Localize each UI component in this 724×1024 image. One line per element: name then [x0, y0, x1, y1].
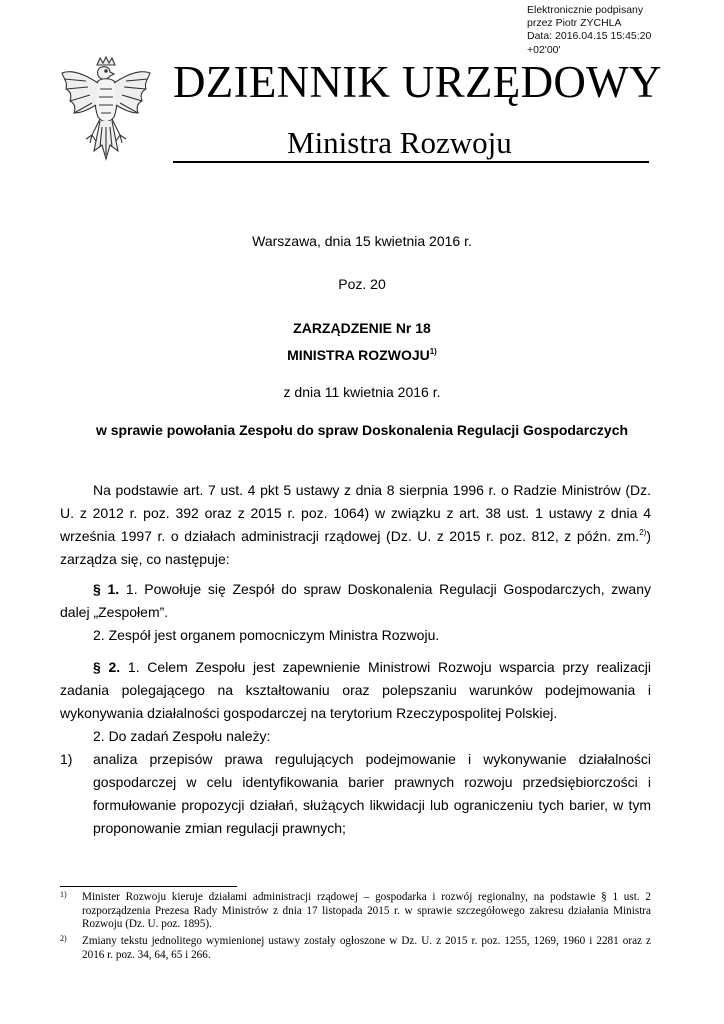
preamble: [60, 479, 651, 571]
list-item-number: 1): [60, 751, 73, 767]
place-date: Warszawa, dnia 15 kwietnia 2016 r.: [252, 233, 472, 249]
paragraph-text: 1. Powołuje się Zespół do spraw Doskonalenia Regulacji Gospodarczych, zwany dalej „Zespołem”.: [60, 581, 651, 620]
act-subject: w sprawie powołania Zespołu do spraw Doskonalenia Regulacji Gospodarczych: [95, 422, 629, 438]
preamble-text: Na podstawie art. 7 ust. 4 pkt 5 ustawy z dnia 8 sierpnia 1996 r. o Radzie Ministrów (Dz. U. z 2012 r. poz. 392 oraz z 2015 r. poz. 1064) w związku z art. 38 ust. 1 ustawy z dnia 4 września 1997 r. o działach administracji rządowej (Dz. U. z 2015 r. poz. 812, z późn. zm.: [60, 482, 651, 544]
section-1-paragraph-1: [60, 578, 651, 624]
journal-subtitle: Ministra Rozwoju: [287, 125, 512, 160]
footnote: [60, 935, 651, 962]
act-date: z dnia 11 kwietnia 2016 r.: [283, 384, 441, 400]
footnote-divider: [60, 886, 237, 887]
footnote-text: Zmiany tekstu jednolitego wymienionej ustawy zostały ogłoszone w Dz. U. z 2015 r. poz. 1255, 1269, 1960 i 2281 oraz z 2016 r. poz. 34, 64, 65 i 266.: [82, 935, 651, 961]
footnote-ref: 1): [429, 347, 437, 356]
masthead-divider: [173, 161, 649, 163]
section-1-paragraph-2: 2. Zespół jest organem pomocniczym Ministra Rozwoju.: [93, 627, 440, 643]
list-item-text: analiza przepisów prawa regulujących podejmowanie i wykonywanie działalności gospodarczej w celu identyfikowania barier prawnych rozwoju przedsiębiorczości i formułowanie propozycji działań, służących likwidacji lub ograniczeniu tych barier, w tym proponowanie zmian regulacji prawnych;: [93, 751, 651, 836]
act-issuer: [60, 346, 664, 364]
signature-line: Data: 2016.04.15 15:45:20: [527, 30, 652, 43]
footnote-mark: 1): [60, 890, 67, 899]
paragraph-text: 1. Celem Zespołu jest zapewnienie Ministrowi Rozwoju wsparcia przy realizacji zadania polegającego na kształtowaniu oraz polepszaniu warunków podejmowania i wykonywania działalności gospodarczej na terytorium Rzeczypospolitej Polskiej.: [60, 659, 651, 721]
issuer-text: MINISTRA ROZWOJU: [287, 347, 430, 363]
signature-line: +02'00': [527, 43, 561, 56]
act-type: ZARZĄDZENIE Nr 18: [293, 320, 431, 336]
journal-title: DZIENNIK URZĘDOWY: [173, 57, 662, 107]
section-label: § 1.: [93, 581, 120, 597]
footnote-text: Minister Rozwoju kieruje działami administracji rządowej – gospodarka i rozwój regionalny, na podstawie § 1 ust. 2 rozporządzenia Prezesa Rady Ministrów z dnia 17 listopada 2015 r. w sprawie szczegółowego zakresu działania Ministra Rozwoju (Dz. U. poz. 1895).: [82, 891, 651, 930]
position-number: Poz. 20: [338, 276, 386, 292]
signature-line: Elektronicznie podpisany: [527, 4, 644, 16]
footnote: [60, 891, 651, 932]
preamble-text-end: ) zarządza się, co następuje:: [60, 528, 651, 567]
footnote-mark: 2): [60, 934, 67, 943]
signature-line: przez Piotr ZYCHLA: [527, 17, 622, 30]
polish-eagle-emblem: [58, 55, 154, 167]
footnote-ref: 2): [639, 528, 647, 537]
section-2-paragraph-1: [60, 656, 651, 725]
digital-signature-block: [527, 4, 651, 57]
section-2-paragraph-2: 2. Do zadań Zespołu należy:: [93, 728, 271, 744]
section-label: § 2.: [93, 659, 121, 675]
